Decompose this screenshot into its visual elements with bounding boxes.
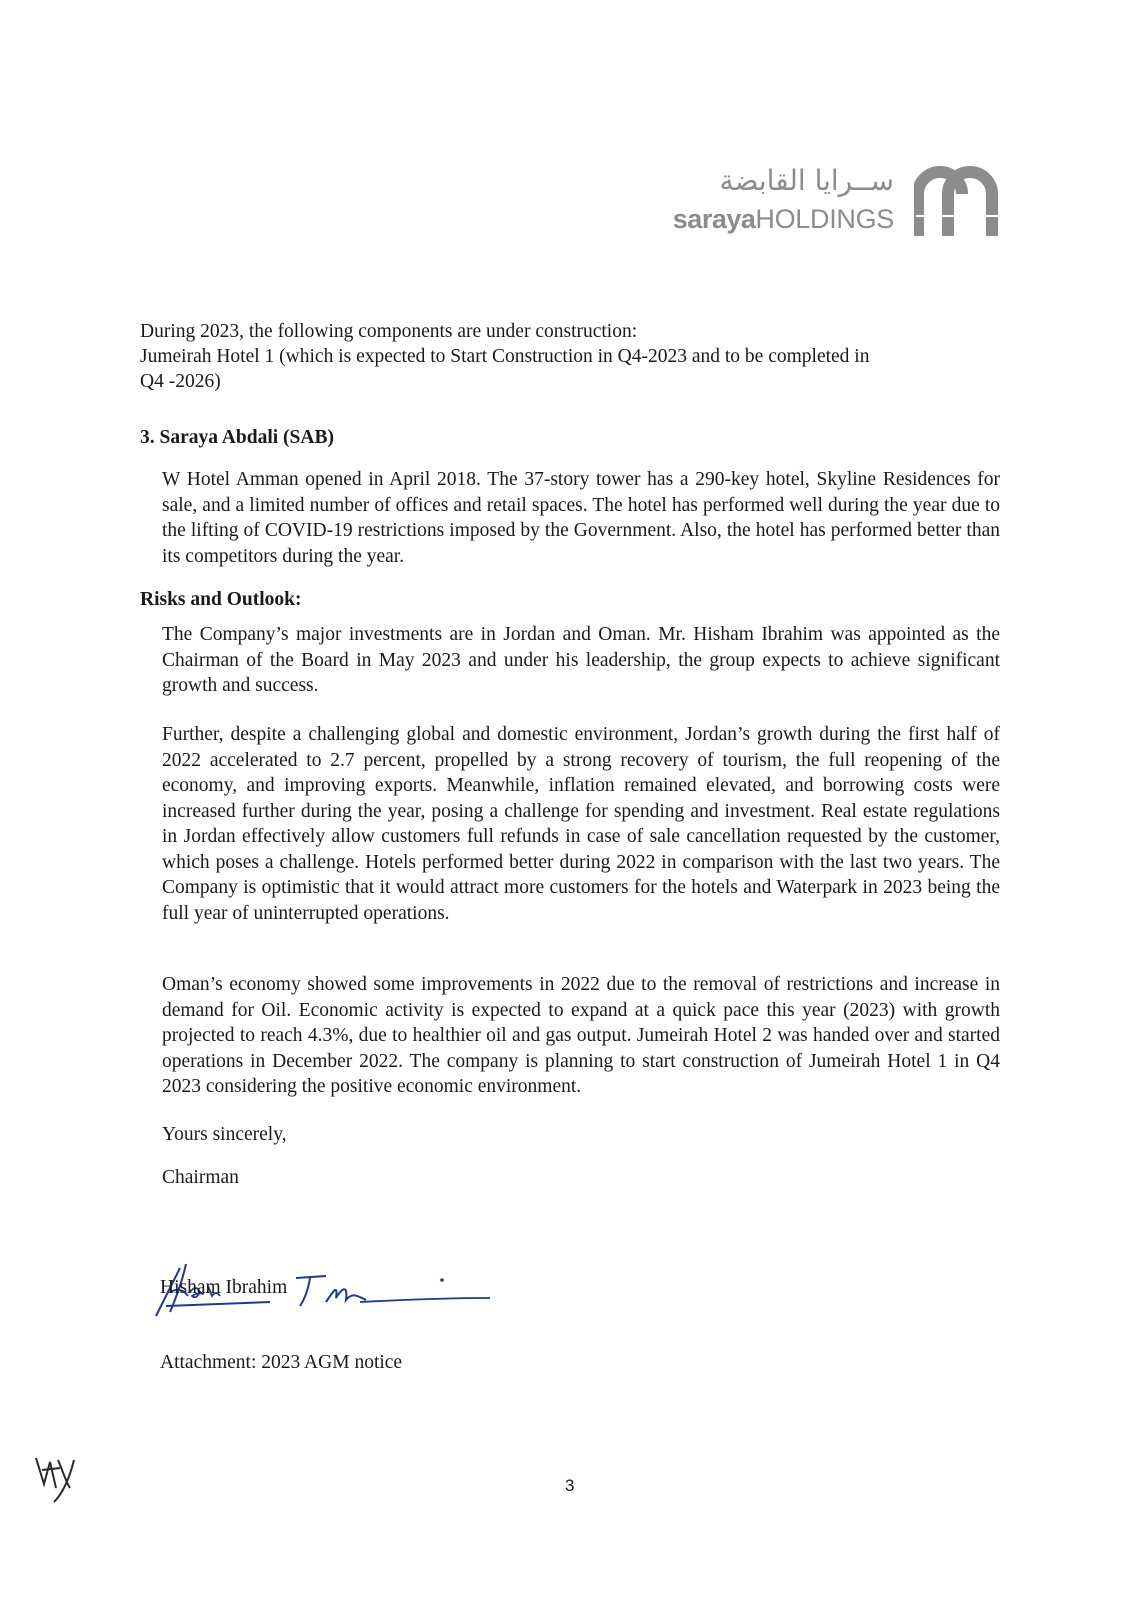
intro-line-2: Jumeirah Hotel 1 (which is expected to Start Construction in Q4-2023 and to be completed in [140,346,870,367]
risks-paragraph-2: Further, despite a challenging global and domestic environment, Jordan’s growth during the first half of 2022 accelerated to 2.7 percent, propelled by a strong recovery of tourism, the full reopening of the economy, and improving exports. Meanwhile, inflation remained elevated, and borrowing costs were increased further during the year, posing a challenge for spending and investment. Real estate regulations in Jordan effectively allow customers full refunds in case of sale cancellation requested by the customer, which poses a challenge. Hotels performed better during 2022 in comparison with the last two years. The Company is optimistic that it would attract more customers for the hotels and Waterpark in 2023 being the full year of uninterrupted operations. [162,724,1000,924]
section-heading-risks-outlook: Risks and Outlook: [140,589,302,610]
section-heading-saraya-abdali: 3. Saraya Abdali (SAB) [140,427,334,448]
logo-arabic-text: ســرايا القابضة [719,164,894,197]
saraya-abdali-paragraph: W Hotel Amman opened in April 2018. The 37-story tower has a 290-key hotel, Skyline Residences for sale, and a limited number of offices and retail spaces. The hotel has performed well during the year due to the lifting of COVID-19 restrictions imposed by the Government. Also, the hotel has performed better than its competitors during the year. [162,469,1000,567]
logo-brand-text: saraya [672,204,756,234]
company-logo [672,160,998,240]
signatory-title: Chairman [162,1167,239,1188]
risks-paragraph-1: The Company’s major investments are in Jordan and Oman. Mr. Hisham Ibrahim was appointed as the Chairman of the Board in May 2023 and under his leadership, the group expects to achieve significant growth and success. [162,624,1000,696]
logo-mark-icon [914,160,998,236]
attachment-note: Attachment: 2023 AGM notice [160,1352,403,1373]
intro-line-3: Q4 -2026) [140,371,221,392]
risks-paragraph-3: Oman’s economy showed some improvements in 2022 due to the removal of restrictions and increase in demand for Oil. Economic activity is expected to expand at a quick pace this year (2023) with growth projected to reach 4.3%, due to healthier oil and gas output. Jumeirah Hotel 2 was handed over and started operations in December 2022. The company is planning to start construction of Jumeirah Hotel 1 in Q4 2023 considering the positive economic environment. [162,974,1000,1097]
page-number: 3 [565,1476,575,1495]
logo-holdings-text: HOLDINGS [755,204,894,234]
salutation: Yours sincerely, [162,1124,287,1145]
initials-mark [30,1448,80,1504]
logo-latin-text [673,204,894,235]
intro-line-1: During 2023, the following components are under construction: [140,321,638,342]
signatory-name: Hisham Ibrahim [160,1277,288,1298]
